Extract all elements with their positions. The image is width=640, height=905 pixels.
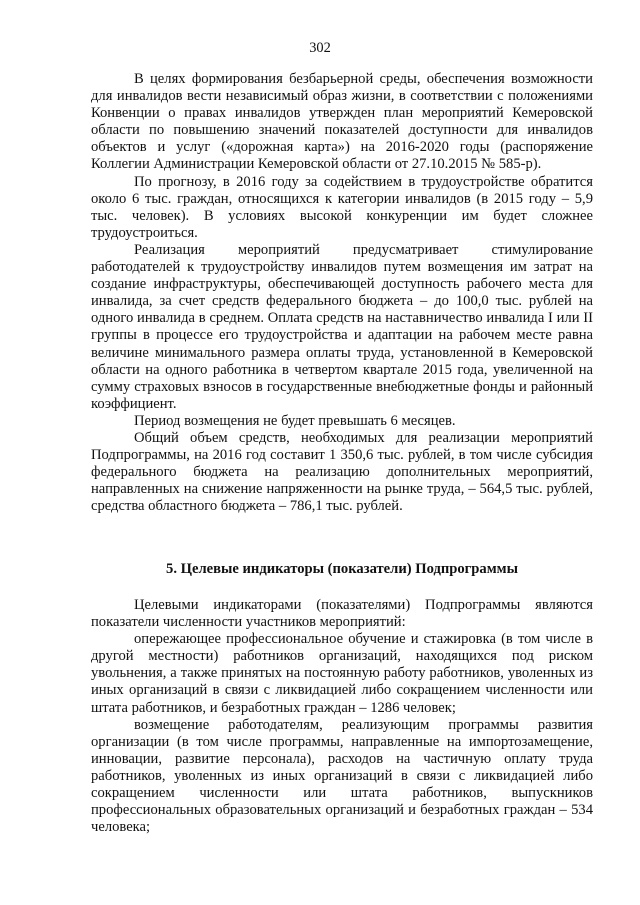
list-item: возмещение работодателям, реализующим программы развития организации (в том числе программы, направленные на импортозамещение, инновации, развитие персонала), расходов на частичную оплату труда работников, уволенных из иных организаций в связи с ликвидацией либо сокращением численности или штата работников, выпускников профессиональных образовательных организаций и безработных граждан – 534 человека; bbox=[91, 716, 593, 836]
paragraph: Реализация мероприятий предусматривает стимулирование работодателей к трудоустройству инвалидов путем возмещения им затрат на создание инфраструктуры, обеспечивающей доступность рабочего места для инвалида, за счет средств федерального бюджета – до 100,0 тыс. рублей на одного инвалида в среднем. Оплата средств на наставничество инвалида I или II группы в процессе его трудоустройства и адаптации на рабочем месте равна величине минимального размера оплаты труда, установленной в Кемеровской области на одного работника в четвертом квартале 2015 года, увеличенной на сумму страховых взносов в государственные внебюджетные фонды и районный коэффициент. bbox=[91, 241, 593, 412]
paragraph: Общий объем средств, необходимых для реализации мероприятий Подпрограммы, на 2016 год составит 1 350,6 тыс. рублей, в том числе субсидия федерального бюджета на реализацию дополнительных мероприятий, направленных на снижение напряженности на рынке труда, – 564,5 тыс. рублей, средства областного бюджета – 786,1 тыс. рублей. bbox=[91, 429, 593, 515]
paragraph: По прогнозу, в 2016 году за содействием в трудоустройстве обратится около 6 тыс. граждан, относящихся к категории инвалидов (в 2015 году – 5,9 тыс. человек). В условиях высокой конкуренции им будет сложнее трудоустроиться. bbox=[91, 173, 593, 241]
paragraph: Целевыми индикаторами (показателями) Подпрограммы являются показатели численности участников мероприятий: bbox=[91, 597, 593, 631]
body-text-top bbox=[91, 71, 593, 515]
paragraph: Период возмещения не будет превышать 6 месяцев. bbox=[134, 412, 456, 429]
paragraph: В целях формирования безбарьерной среды, обеспечения возможности для инвалидов вести независимый образ жизни, в соответствии с положениями Конвенции о правах инвалидов утвержден план мероприятий Кемеровской области по повышению значений показателей доступности для инвалидов объектов и услуг («дорожная карта») на 2016-2020 годы (распоряжение Коллегии Администрации Кемеровской области от 27.10.2015 № 585-р). bbox=[91, 71, 593, 173]
section-heading: 5. Целевые индикаторы (показатели) Подпрограммы bbox=[166, 561, 518, 577]
page-number: 302 bbox=[309, 40, 331, 56]
body-text-bottom bbox=[91, 597, 593, 836]
list-item: опережающее профессиональное обучение и стажировка (в том числе в другой местности) работников организаций, находящихся под риском увольнения, а также принятых на постоянную работу работников, уволенных из иных организаций в связи с ликвидацией либо сокращением численности или штата работников, и безработных граждан – 1286 человек; bbox=[91, 631, 593, 716]
